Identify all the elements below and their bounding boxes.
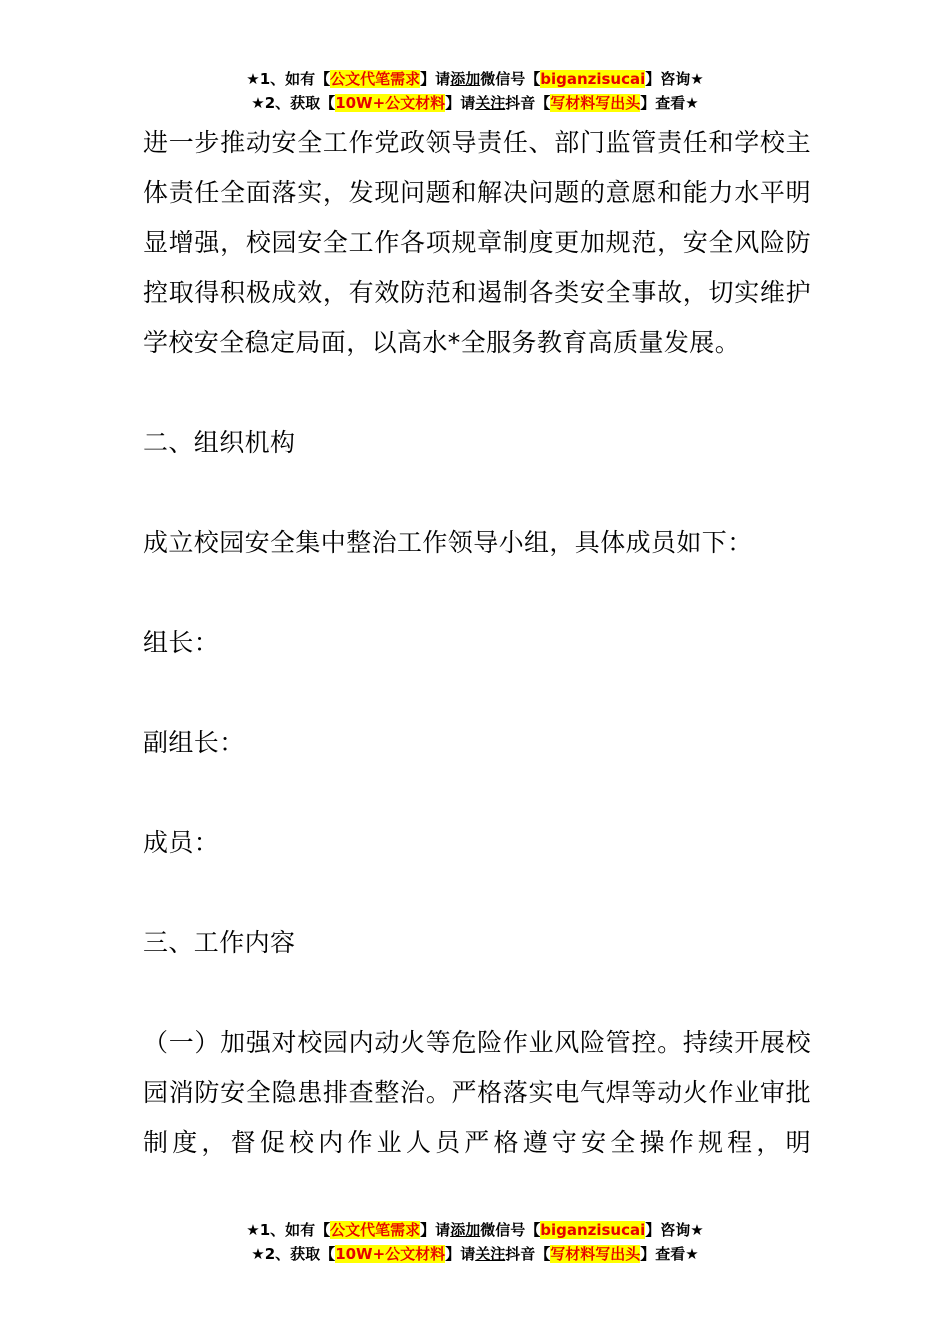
watermark-line-2: ★2、获取【10W+公文材料】请关注抖音【写材料写出头】查看★: [251, 94, 699, 112]
watermark-highlight: 公文代笔需求: [330, 70, 421, 88]
label-deputy-leader: 副组长：: [143, 728, 245, 757]
paragraph-leading-group: 成立校园安全集中整治工作领导小组，具体成员如下：: [143, 528, 753, 557]
watermark-highlight: biganzisucai: [540, 70, 646, 88]
watermark-line-2: ★2、获取【10W+公文材料】请关注抖音【写材料写出头】查看★: [251, 1245, 699, 1263]
paragraph-goals: 进一步推动安全工作党政领导责任、部门监管责任和学校主体责任全面落实，发现问题和解决问题的意愿和能力水平明显增强，校园安全工作各项规章制度更加规范，安全风险防控取得积极成效，有效防范和遏制各类安全事故，切实维护学校安全稳定局面，以高水*全服务教育高质量发展。: [143, 128, 811, 357]
spacer: [143, 568, 811, 618]
spacer: [143, 968, 811, 1018]
watermark-highlight: 10W+公文材料: [335, 1245, 446, 1263]
label-group-leader: 组长：: [143, 628, 220, 657]
watermark-highlight: 公文代笔需求: [330, 1221, 421, 1239]
paragraph-fire-risk-control: （一）加强对校园内动火等危险作业风险管控。持续开展校园消防安全隐患排查整治。严格落实电气焊等动火作业审批制度，督促校内作业人员严格遵守安全操作规程，明: [143, 1028, 811, 1157]
top-watermark-banner: [0, 67, 950, 115]
spacer: [143, 668, 811, 718]
document-body: [143, 118, 811, 1168]
watermark-highlight: 10W+公文材料: [335, 94, 446, 112]
watermark-highlight: 写材料写出头: [550, 1245, 641, 1263]
heading-organization: 二、组织机构: [143, 428, 296, 457]
spacer: [143, 368, 811, 418]
spacer: [143, 868, 811, 918]
label-members: 成员：: [143, 828, 220, 857]
heading-work-content: 三、工作内容: [143, 928, 296, 957]
bottom-watermark-banner: [0, 1218, 950, 1266]
watermark-line-1: ★1、如有【公文代笔需求】请添加微信号【biganzisucai】咨询★: [246, 70, 704, 88]
watermark-highlight: biganzisucai: [540, 1221, 646, 1239]
spacer: [143, 468, 811, 518]
watermark-highlight: 写材料写出头: [550, 94, 641, 112]
spacer: [143, 768, 811, 818]
watermark-line-1: ★1、如有【公文代笔需求】请添加微信号【biganzisucai】咨询★: [246, 1221, 704, 1239]
